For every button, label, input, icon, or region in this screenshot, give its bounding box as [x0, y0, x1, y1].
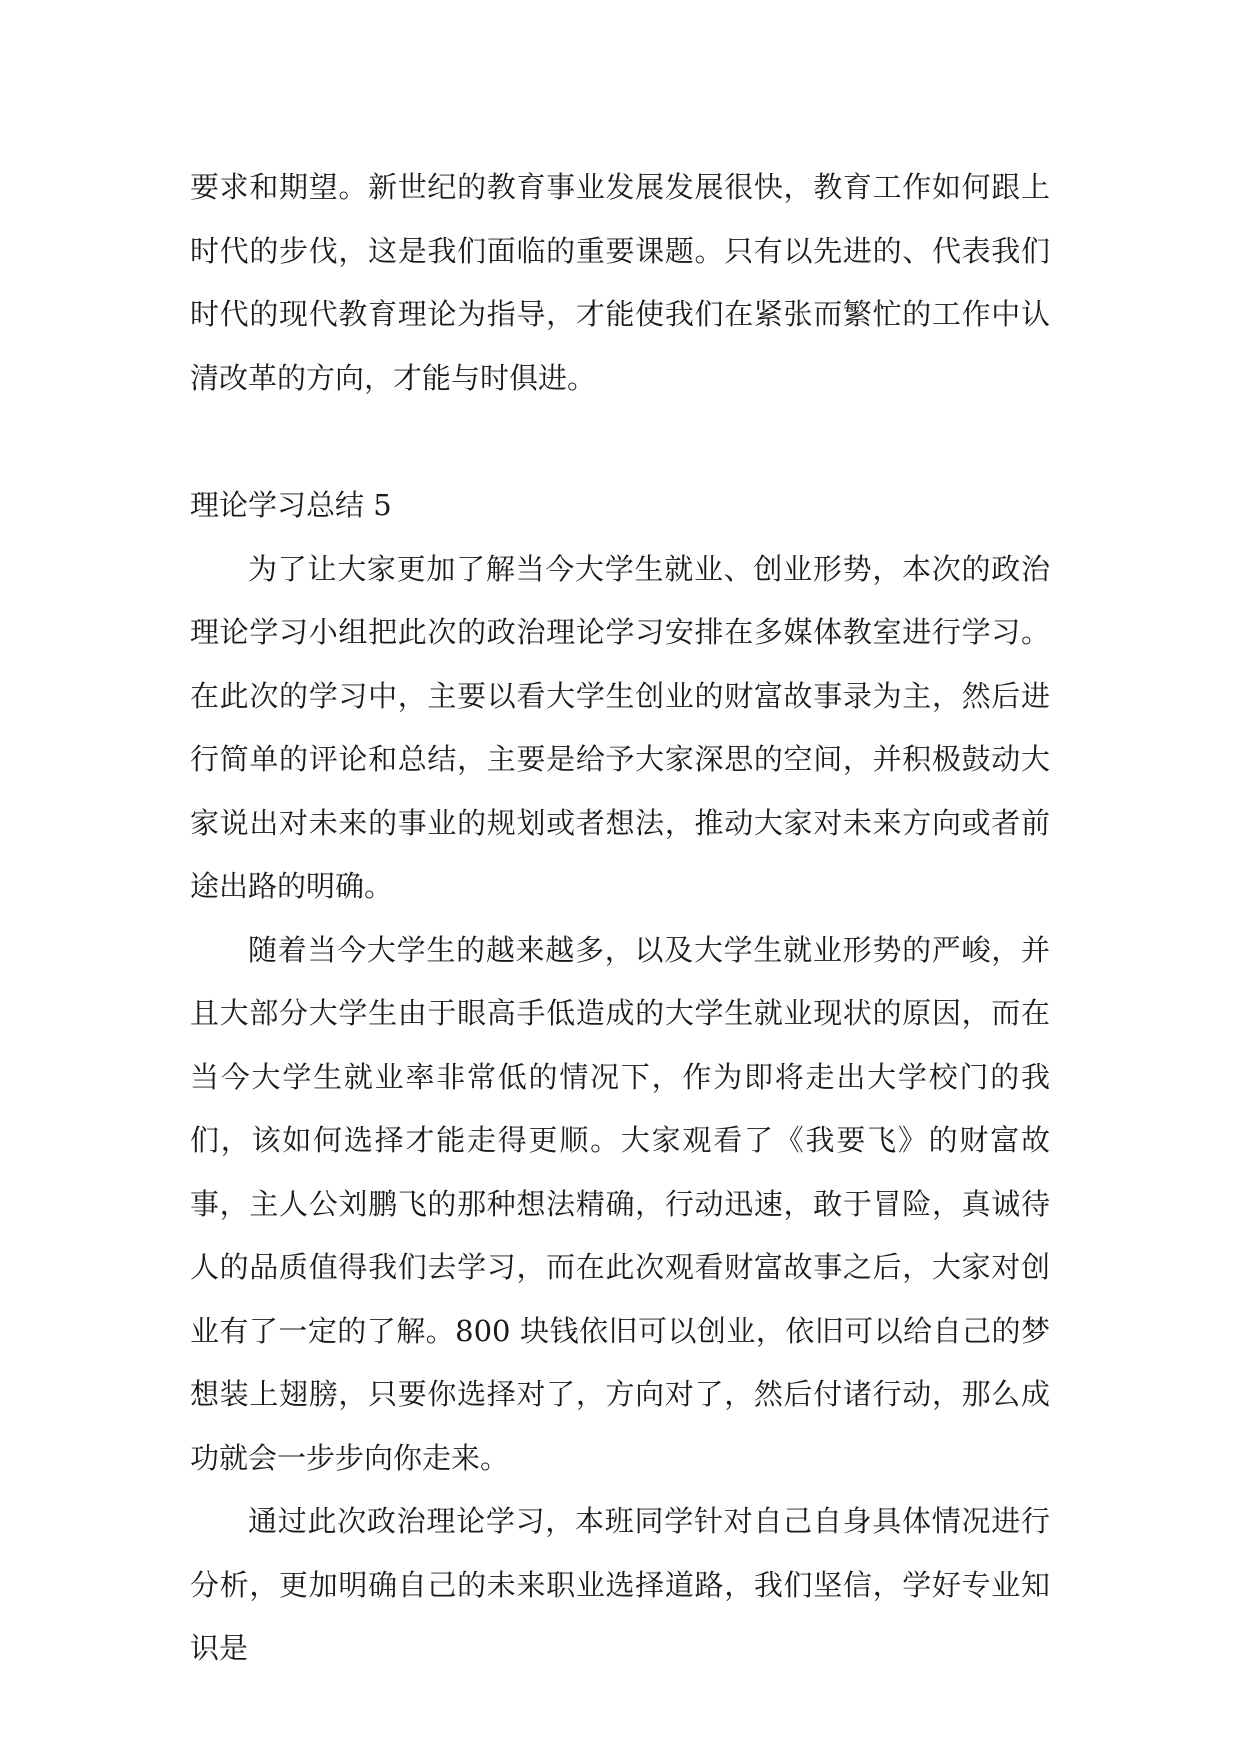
document-body	[190, 156, 1050, 1681]
body-paragraph-1: 为了让大家更加了解当今大学生就业、创业形势，本次的政治理论学习小组把此次的政治理论学习安排在多媒体教室进行学习。在此次的学习中，主要以看大学生创业的财富故事录为主，然后进行简单的评论和总结，主要是给予大家深思的空间，并积极鼓动大家说出对未来的事业的规划或者想法，推动大家对未来方向或者前途出路的明确。	[190, 551, 1050, 903]
intro-paragraph: 要求和期望。新世纪的教育事业发展发展很快，教育工作如何跟上时代的步伐，这是我们面临的重要课题。只有以先进的、代表我们时代的现代教育理论为指导，才能使我们在紧张而繁忙的工作中认清改革的方向，才能与时俱进。	[190, 170, 1050, 395]
body-paragraph-3: 通过此次政治理论学习，本班同学针对自己自身具体情况进行分析，更加明确自己的未来职业选择道路，我们坚信，学好专业知识是	[190, 1504, 1050, 1665]
body-paragraph-2: 随着当今大学生的越来越多，以及大学生就业形势的严峻，并且大部分大学生由于眼高手低造成的大学生就业现状的原因，而在当今大学生就业率非常低的情况下，作为即将走出大学校门的我们，该如何选择才能走得更顺。大家观看了《我要飞》的财富故事，主人公刘鹏飞的那种想法精确，行动迅速，敢于冒险，真诚待人的品质值得我们去学习，而在此次观看财富故事之后，大家对创业有了一定的了解。800 块钱依旧可以创业，依旧可以给自己的梦想装上翅膀，只要你选择对了，方向对了，然后付诸行动，那么成功就会一步步向你走来。	[190, 932, 1050, 1475]
section-heading: 理论学习总结 5	[190, 488, 392, 522]
